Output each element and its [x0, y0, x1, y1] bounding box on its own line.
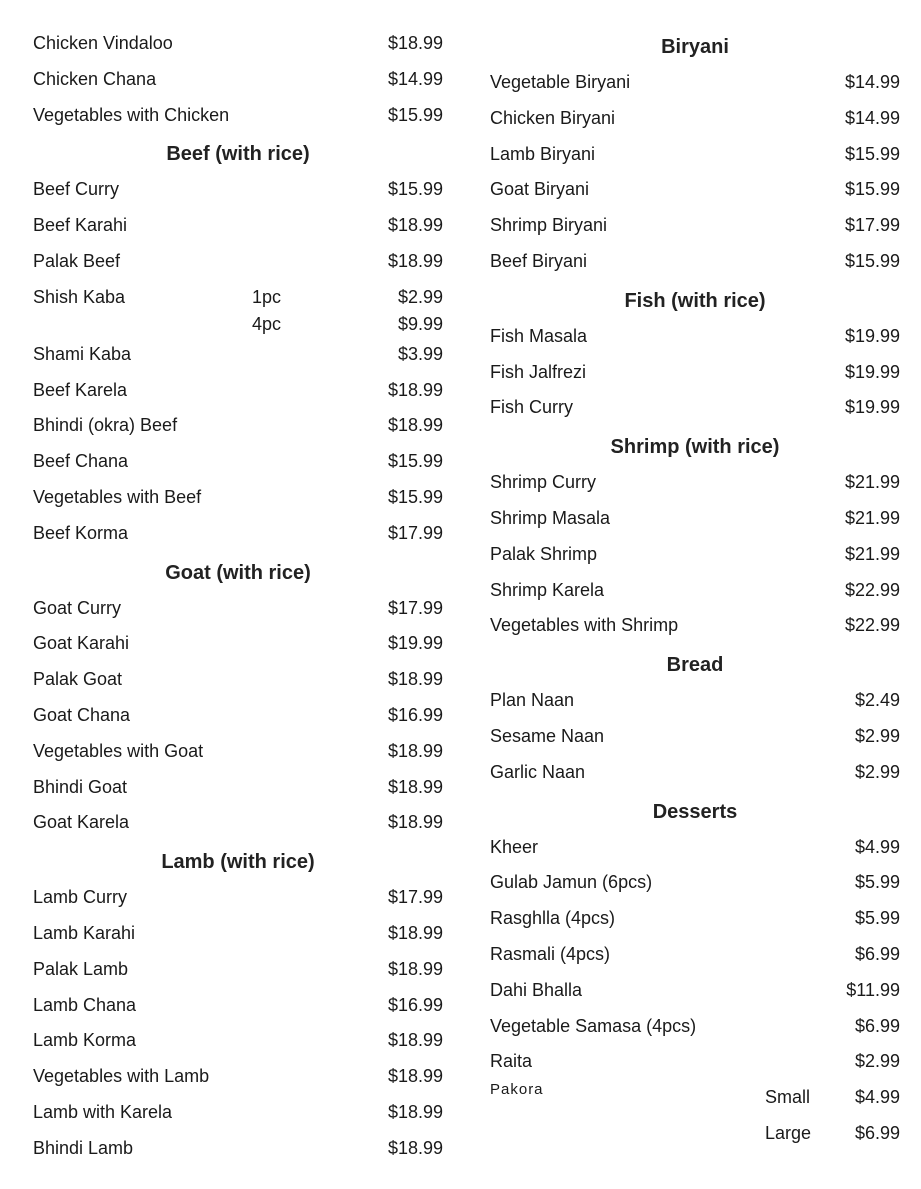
section-heading-bread: Bread: [666, 654, 724, 677]
item-price: $15.99: [387, 104, 443, 125]
item-price: $5.99: [854, 872, 900, 893]
item-price: $17.99: [844, 215, 900, 236]
item-price: $18.99: [387, 1066, 443, 1087]
menu-item-fish-masala: [490, 319, 900, 355]
item-price: $18.99: [387, 33, 443, 53]
item-name: Rasmali (4pcs): [490, 943, 611, 964]
item-price: $18.99: [387, 740, 443, 761]
menu-item-palak-goat: [33, 662, 443, 698]
menu-item-kheer: [490, 830, 900, 866]
item-price: $19.99: [844, 361, 900, 382]
item-price: $17.99: [387, 597, 443, 618]
menu-item-lamb-with-karela: [33, 1095, 443, 1131]
item-price: $16.99: [387, 704, 443, 725]
item-price: $17.99: [387, 887, 443, 908]
left-menu-column: [33, 26, 443, 1167]
item-name: Vegetables with Chicken: [33, 104, 230, 125]
item-price: $15.99: [387, 179, 443, 200]
item-name: Goat Karahi: [33, 633, 130, 654]
item-name: Goat Karela: [33, 812, 130, 833]
menu-item-bhindi-lamb: [33, 1131, 443, 1167]
right-menu-column: [490, 26, 900, 1152]
menu-item-goat-karela: [33, 805, 443, 841]
menu-item-goat-biryani: [490, 172, 900, 208]
menu-item-rasmali-4pcs: [490, 937, 900, 973]
menu-item-goat-chana: [33, 698, 443, 734]
item-price: $17.99: [387, 522, 443, 543]
item-name: Dahi Bhalla: [490, 979, 583, 1000]
item-name: Palak Lamb: [33, 958, 129, 979]
item-price: $6.99: [854, 943, 900, 964]
item-name: Shrimp Masala: [490, 507, 611, 528]
menu-item-pakora: [490, 1080, 900, 1116]
menu-item-shrimp-curry: [490, 465, 900, 501]
item-price: $21.99: [844, 472, 900, 493]
section-heading-shrimp-with-rice: Shrimp (with rice): [610, 436, 780, 459]
item-name: Plan Naan: [490, 690, 575, 711]
item-price: $18.99: [387, 1101, 443, 1122]
item-price: $9.99: [397, 313, 443, 334]
item-price: $19.99: [844, 325, 900, 346]
item-name: Beef Korma: [33, 522, 129, 543]
menu-item-lamb-curry: [33, 880, 443, 916]
item-name: Vegetables with Beef: [33, 486, 202, 507]
section-heading-biryani: Biryani: [661, 36, 729, 58]
item-name: Lamb Curry: [33, 887, 128, 908]
item-price: $2.99: [854, 1051, 900, 1072]
menu-item-plan-naan: [490, 683, 900, 719]
item-name: Sesame Naan: [490, 725, 605, 746]
item-name: Bhindi Goat: [33, 776, 128, 797]
menu-item-vegetables-with-beef: [33, 480, 443, 516]
menu-item-bhindi-okra-beef: [33, 408, 443, 444]
item-name: Palak Beef: [33, 250, 121, 271]
menu-item-palak-shrimp: [490, 537, 900, 573]
item-name: Lamb Biryani: [490, 143, 596, 164]
item-price: $4.99: [854, 1087, 900, 1108]
menu-item-beef-korma: [33, 516, 443, 552]
item-price: $21.99: [844, 543, 900, 564]
menu-item-vegetables-with-lamb: [33, 1059, 443, 1095]
item-price: $15.99: [844, 250, 900, 271]
menu-item-lamb-korma: [33, 1023, 443, 1059]
item-variant: 4pc: [252, 313, 282, 334]
item-name: Goat Chana: [33, 704, 131, 725]
item-name: Fish Jalfrezi: [490, 361, 587, 382]
item-price: $15.99: [387, 451, 443, 472]
item-price: $15.99: [844, 143, 900, 164]
menu-item-garlic-naan: [490, 755, 900, 791]
item-name: Shrimp Karela: [490, 579, 605, 600]
menu-item-beef-biryani: [490, 244, 900, 280]
item-name: Shami Kaba: [33, 343, 132, 364]
menu-item-lamb-karahi: [33, 916, 443, 952]
item-name: Kheer: [490, 836, 539, 857]
item-name: Beef Chana: [33, 451, 129, 472]
section-heading-lamb-with-rice: Lamb (with rice): [161, 851, 315, 874]
item-name: Bhindi Lamb: [33, 1137, 134, 1158]
section-heading-fish-with-rice: Fish (with rice): [624, 289, 766, 312]
item-name: Fish Curry: [490, 397, 574, 418]
menu-item-rasghlla-4pcs: [490, 901, 900, 937]
item-price: $18.99: [387, 812, 443, 833]
item-price: $18.99: [387, 776, 443, 797]
item-name: Chicken Vindaloo: [33, 33, 173, 53]
item-price: $6.99: [854, 1122, 900, 1143]
item-name: Chicken Chana: [33, 68, 157, 89]
menu-item-beef-karahi: [33, 208, 443, 244]
menu-item-goat-karahi: [33, 626, 443, 662]
item-price: $19.99: [387, 633, 443, 654]
menu-item-shrimp-biryani: [490, 208, 900, 244]
item-name: Shish Kaba: [33, 286, 126, 307]
item-name: Bhindi (okra) Beef: [33, 415, 178, 436]
menu-item-beef-curry: [33, 172, 443, 208]
item-price: $21.99: [844, 507, 900, 528]
item-name: Vegetables with Lamb: [33, 1066, 210, 1087]
item-price: $18.99: [387, 1030, 443, 1051]
menu-item-beef-chana: [33, 444, 443, 480]
item-name: Lamb with Karela: [33, 1101, 173, 1122]
item-price: $3.99: [397, 343, 443, 364]
menu-item-lamb-chana: [33, 988, 443, 1024]
item-name: Vegetables with Shrimp: [490, 615, 679, 636]
item-name: Goat Biryani: [490, 179, 590, 200]
menu-item-vegetables-with-goat: [33, 734, 443, 770]
item-price: $11.99: [846, 979, 900, 1000]
item-price: $18.99: [387, 215, 443, 236]
item-price: $14.99: [844, 107, 900, 128]
item-price: $18.99: [387, 922, 443, 943]
item-price: $15.99: [387, 486, 443, 507]
menu-item-vegetables-with-chicken: [33, 98, 443, 134]
item-price: $5.99: [854, 908, 900, 929]
item-name: Beef Biryani: [490, 250, 588, 271]
item-name: Vegetables with Goat: [33, 740, 204, 761]
item-price: $18.99: [387, 669, 443, 690]
item-variant: 1pc: [252, 286, 282, 307]
menu-item-fish-curry: [490, 390, 900, 426]
item-price: $18.99: [387, 250, 443, 271]
item-name: Beef Karela: [33, 379, 128, 400]
item-name: Palak Goat: [33, 669, 123, 690]
item-name: Garlic Naan: [490, 761, 586, 782]
menu-item-chicken-chana: [33, 62, 443, 98]
menu-item-chicken-biryani: [490, 101, 900, 137]
menu-item-shrimp-karela: [490, 573, 900, 609]
item-price: $14.99: [844, 72, 900, 92]
item-price: $19.99: [844, 397, 900, 418]
section-heading-desserts: Desserts: [652, 800, 738, 823]
menu-item-raita: [490, 1044, 900, 1080]
menu-item-vegetable-samasa-4pcs: [490, 1009, 900, 1045]
item-name: Raita: [490, 1051, 533, 1072]
item-name: Shrimp Biryani: [490, 215, 608, 236]
menu-item-chicken-vindaloo: [33, 26, 443, 62]
item-name: Fish Masala: [490, 325, 588, 346]
item-name: Palak Shrimp: [490, 543, 598, 564]
menu-item-sesame-naan: [490, 719, 900, 755]
item-price: $6.99: [854, 1015, 900, 1036]
item-price: $2.49: [854, 690, 900, 711]
item-name: Beef Curry: [33, 179, 120, 200]
item-name: Lamb Chana: [33, 994, 137, 1015]
menu-item-bhindi-goat: [33, 770, 443, 806]
item-price: $18.99: [387, 958, 443, 979]
item-price: $2.99: [854, 725, 900, 746]
menu-item-vegetables-with-shrimp: [490, 608, 900, 644]
menu-item-vegetable-biryani: [490, 65, 900, 101]
item-price: $16.99: [387, 994, 443, 1015]
menu-item-shami-kaba: [33, 340, 443, 369]
menu-item-shrimp-masala: [490, 501, 900, 537]
item-name: Beef Karahi: [33, 215, 128, 236]
item-variant: Small: [765, 1087, 811, 1108]
item-name: Lamb Korma: [33, 1030, 137, 1051]
menu-item-palak-beef: [33, 244, 443, 280]
item-price: $18.99: [387, 1137, 443, 1158]
item-price: $18.99: [387, 415, 443, 436]
item-name: Rasghlla (4pcs): [490, 908, 616, 929]
menu-item-pakora-large: [490, 1116, 900, 1152]
menu-item-dahi-bhalla: [490, 973, 900, 1009]
item-price: $22.99: [844, 579, 900, 600]
item-name: Pakora: [490, 1081, 544, 1099]
menu-item-goat-curry: [33, 591, 443, 627]
item-name: Gulab Jamun (6pcs): [490, 872, 653, 893]
item-name: Vegetable Biryani: [490, 72, 631, 92]
menu-item-fish-jalfrezi: [490, 355, 900, 391]
menu-item-palak-lamb: [33, 952, 443, 988]
section-heading-beef-with-rice: Beef (with rice): [166, 143, 310, 166]
item-name: Chicken Biryani: [490, 107, 616, 128]
item-name: Vegetable Samasa (4pcs): [490, 1015, 697, 1036]
item-name: Goat Curry: [33, 597, 122, 618]
item-price: $22.99: [844, 615, 900, 636]
menu-item-shish-kaba-4pc: [33, 310, 443, 339]
item-name: Lamb Karahi: [33, 922, 136, 943]
item-price: $15.99: [844, 179, 900, 200]
item-price: $18.99: [387, 379, 443, 400]
item-name: Shrimp Curry: [490, 472, 597, 493]
item-price: $2.99: [854, 761, 900, 782]
item-variant: Large: [765, 1122, 812, 1143]
item-price: $2.99: [397, 286, 443, 307]
menu-item-gulab-jamun-6pcs: [490, 865, 900, 901]
item-price: $14.99: [387, 68, 443, 89]
section-heading-goat-with-rice: Goat (with rice): [165, 561, 311, 584]
menu-item-lamb-biryani: [490, 137, 900, 173]
menu-item-beef-karela: [33, 373, 443, 409]
item-price: $4.99: [854, 836, 900, 857]
